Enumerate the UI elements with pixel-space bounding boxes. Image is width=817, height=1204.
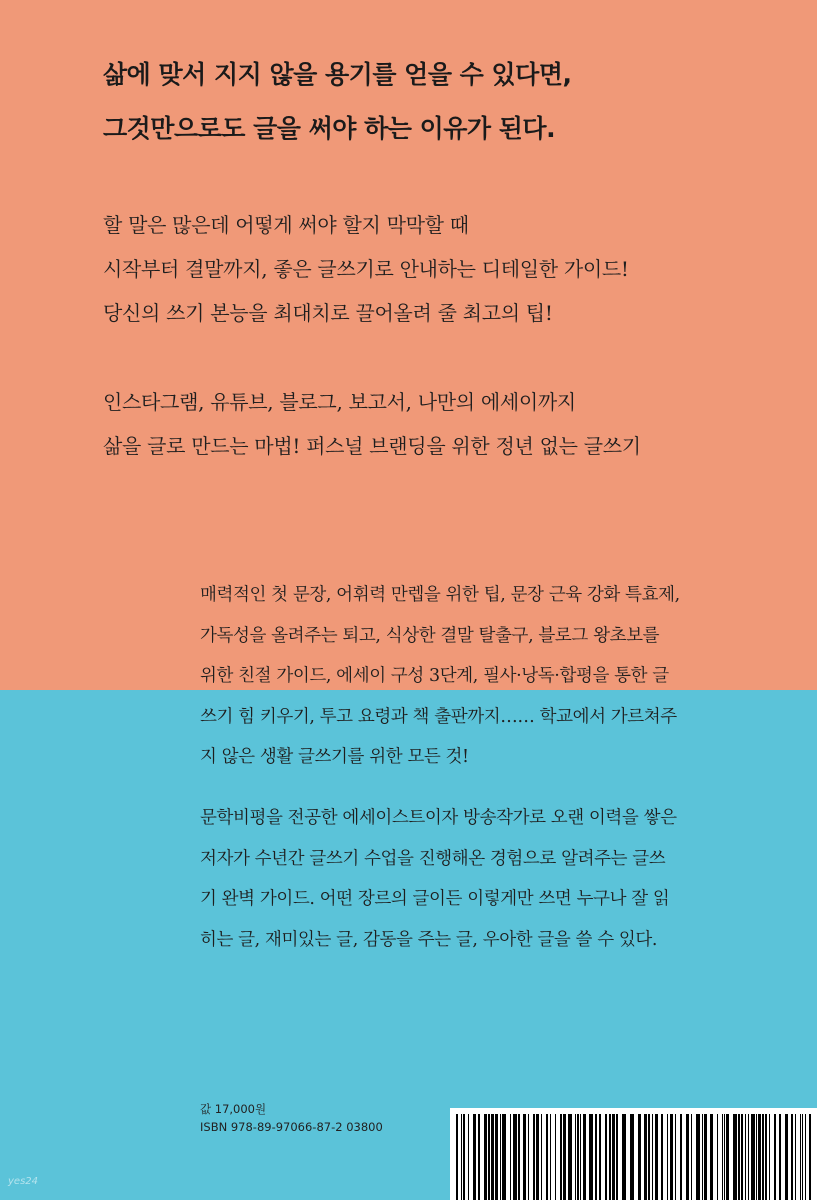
- body-line: 기 완벽 가이드. 어떤 장르의 글이든 이렇게만 쓰면 누구나 잘 읽: [200, 889, 670, 909]
- body-line: 매력적인 첫 문장, 어휘력 만렙을 위한 팁, 문장 근육 강화 특효제,: [200, 585, 680, 605]
- tagline-line: 삶을 글로 만드는 마법! 퍼스널 브랜딩을 위한 정년 없는 글쓰기: [103, 434, 641, 458]
- barcode-bar: [523, 1114, 526, 1200]
- barcode-bar: [488, 1114, 490, 1200]
- barcode-bar: [717, 1114, 718, 1200]
- barcode-bar: [484, 1114, 487, 1200]
- barcode-bar: [630, 1114, 634, 1200]
- barcode-bar: [541, 1114, 542, 1200]
- barcode-bar: [726, 1114, 729, 1200]
- barcode-bar: [595, 1114, 597, 1200]
- tagline-block-2: [103, 380, 641, 468]
- barcode-bar: [670, 1114, 673, 1200]
- barcode-bar: [710, 1114, 713, 1200]
- barcode-bar: [686, 1114, 689, 1200]
- tagline-block-1: [103, 203, 629, 335]
- barcode-bar: [675, 1114, 676, 1200]
- barcode-bar: [560, 1114, 562, 1200]
- barcode-bar: [577, 1114, 579, 1200]
- barcode-bar: [580, 1114, 581, 1200]
- body-line: 히는 글, 재미있는 글, 감동을 주는 글, 우아한 글을 쓸 수 있다.: [200, 929, 658, 950]
- barcode-bar: [691, 1114, 692, 1200]
- barcode-bar: [463, 1114, 465, 1200]
- barcode-bar: [513, 1114, 517, 1200]
- barcode-bar: [622, 1114, 626, 1200]
- barcode-bar: [495, 1114, 498, 1200]
- barcode-bar: [774, 1114, 776, 1200]
- barcode-bar: [696, 1114, 700, 1200]
- barcode-bar: [468, 1114, 469, 1200]
- headline: [103, 48, 571, 156]
- barcode-bar: [680, 1114, 682, 1200]
- headline-line: 삶에 맞서 지지 않을 용기를 얻을 수 있다면,: [103, 60, 572, 89]
- barcode-bar: [779, 1114, 781, 1200]
- barcode-bar: [612, 1114, 615, 1200]
- barcode-bar: [702, 1114, 703, 1200]
- barcode-bar: [751, 1114, 755, 1200]
- barcode-bar: [528, 1114, 529, 1200]
- barcode-bar: [583, 1114, 586, 1200]
- barcode-bar: [667, 1114, 668, 1200]
- body-line: 가독성을 올려주는 퇴고, 식상한 결말 탈출구, 블로그 왕초보를: [200, 625, 660, 646]
- barcode-bar: [758, 1114, 761, 1200]
- tagline-line: 당신의 쓰기 본능을 최대치로 끌어올려 줄 최고의 팁!: [103, 301, 553, 325]
- barcode-bar: [809, 1114, 811, 1200]
- barcode-bar: [456, 1114, 458, 1200]
- barcode-bar: [510, 1114, 511, 1200]
- body-line: 위한 친절 가이드, 에세이 구성 3단계, 필사·낭독·합평을 통한 글: [200, 666, 669, 686]
- price-info: [200, 1100, 383, 1136]
- price-label: 값 17,000원: [200, 1102, 267, 1116]
- barcode-bar: [533, 1114, 535, 1200]
- body-line: 문학비평을 전공한 에세이스트이자 방송작가로 오랜 이력을 쌓은: [200, 808, 677, 828]
- watermark-logo: yes24: [8, 1176, 39, 1187]
- barcode-bar: [724, 1114, 725, 1200]
- barcode-bar: [756, 1114, 757, 1200]
- barcode-bar: [555, 1114, 556, 1200]
- barcode-bar: [733, 1114, 737, 1200]
- barcode-bar: [536, 1114, 539, 1200]
- barcode-bar: [568, 1114, 572, 1200]
- barcode-bar: [473, 1114, 476, 1200]
- barcode-bar: [546, 1114, 548, 1200]
- barcode-bar: [599, 1114, 601, 1200]
- barcode-bar: [461, 1114, 462, 1200]
- body-paragraph-2: [200, 798, 677, 960]
- tagline-line: 시작부터 결말까지, 좋은 글쓰기로 안내하는 디테일한 가이드!: [103, 257, 629, 281]
- barcode-bar: [550, 1114, 551, 1200]
- barcode-bar: [805, 1114, 806, 1200]
- barcode-bar: [785, 1114, 788, 1200]
- barcode-bar: [704, 1114, 707, 1200]
- barcode-bar: [765, 1114, 767, 1200]
- barcode-bar: [769, 1114, 770, 1200]
- barcode-graphic: [450, 1108, 817, 1200]
- barcode-bar: [609, 1114, 611, 1200]
- body-line: 저자가 수년간 글쓰기 수업을 진행해온 경험으로 알려주는 글쓰: [200, 848, 666, 869]
- barcode-bar: [738, 1114, 740, 1200]
- barcode-bar: [638, 1114, 641, 1200]
- barcode-bar: [802, 1114, 803, 1200]
- barcode-bar: [500, 1114, 501, 1200]
- headline-line: 그것만으로도 글을 써야 하는 이유가 된다.: [103, 114, 556, 143]
- barcode-bar: [661, 1114, 663, 1200]
- barcode-bar: [563, 1114, 566, 1200]
- barcode-bar: [748, 1114, 749, 1200]
- barcode-bar: [518, 1114, 520, 1200]
- body-line: 쓰기 힘 키우기, 투고 요령과 책 출판까지…… 학교에서 가르쳐주: [200, 706, 677, 727]
- barcode-bar: [795, 1114, 796, 1200]
- barcode-bar: [800, 1114, 801, 1200]
- barcode-bar: [762, 1114, 764, 1200]
- barcode-bar: [648, 1114, 650, 1200]
- body-line: 지 않은 생활 글쓰기를 위한 모든 것!: [200, 747, 469, 767]
- barcode-bar: [791, 1114, 793, 1200]
- barcode-bar: [589, 1114, 593, 1200]
- barcode-bar: [605, 1114, 607, 1200]
- barcode-bar: [722, 1114, 723, 1200]
- tagline-line: 인스타그램, 유튜브, 블로그, 보고서, 나만의 에세이까지: [103, 390, 576, 414]
- body-paragraph-1: [200, 575, 680, 778]
- barcode-bar: [575, 1114, 576, 1200]
- barcode-bar: [741, 1114, 743, 1200]
- isbn-label: ISBN 978-89-97066-87-2 03800: [200, 1120, 383, 1134]
- barcode-bar: [491, 1114, 494, 1200]
- barcode: [450, 1108, 817, 1200]
- barcode-bar: [652, 1114, 653, 1200]
- barcode-bar: [655, 1114, 658, 1200]
- barcode-bar: [644, 1114, 647, 1200]
- tagline-line: 할 말은 많은데 어떻게 써야 할지 막막할 때: [103, 213, 469, 237]
- barcode-bar: [616, 1114, 618, 1200]
- barcode-bar: [745, 1114, 746, 1200]
- barcode-bar: [478, 1114, 480, 1200]
- barcode-bar: [502, 1114, 506, 1200]
